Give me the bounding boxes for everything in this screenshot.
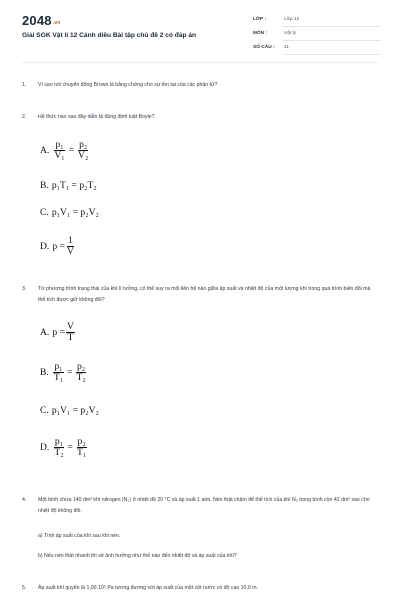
numerator: V	[66, 321, 74, 332]
header-divider	[22, 62, 378, 63]
option-label: B.	[40, 367, 49, 378]
numerator: p₂	[79, 139, 88, 150]
meta-value: Lớp 12	[284, 17, 300, 22]
denominator: T₂	[54, 447, 64, 458]
option-2c	[40, 207, 99, 218]
meta-key: SỐ CÂU :	[253, 45, 275, 50]
meta-value: 11	[284, 45, 289, 50]
numerator: p₁	[55, 139, 64, 150]
logo-text: 2048	[22, 13, 52, 28]
option-label: D.	[40, 241, 50, 252]
formula: p₁V₁ = p₂V₂	[51, 405, 99, 416]
meta-value: Vật lý	[284, 31, 296, 36]
denominator: T₂	[76, 372, 86, 383]
numerator: 1	[68, 235, 73, 246]
meta-row-subject	[253, 28, 381, 42]
fraction	[53, 362, 64, 383]
document-title: Giải SGK Vật lí 12 Cánh diều Bài tập chủ đề 2 có đáp án	[22, 32, 197, 39]
fraction	[66, 236, 75, 257]
logo-suffix: .vn	[52, 20, 61, 26]
site-logo[interactable]	[22, 13, 61, 28]
question-text: Hệ thức nào sau đây diễn tả đúng định luật Boyle?	[38, 114, 155, 120]
question-text: Vì sao nói chuyển động Brown là bằng chứng cho sự tồn tại của các phân tử?	[38, 82, 218, 88]
denominator: T₁	[76, 447, 87, 458]
numerator: p₂	[77, 436, 86, 447]
divider	[283, 54, 381, 55]
meta-key: MÔN :	[253, 31, 268, 36]
question-number: 4.	[22, 497, 27, 503]
fraction	[53, 140, 65, 161]
fraction	[53, 437, 64, 458]
option-2d	[40, 236, 76, 257]
denominator: V₁	[54, 150, 65, 161]
fraction	[75, 362, 86, 383]
operator: =	[68, 145, 75, 156]
option-3d	[40, 437, 88, 458]
option-label: C.	[40, 207, 49, 218]
option-label: C.	[40, 405, 49, 416]
fraction	[77, 140, 89, 161]
formula: p₁V₁ = p₂V₂	[51, 207, 99, 218]
question-4-part-b: b) Nếu nén thật nhanh thì sẽ ảnh hưởng như thế nào đến nhiệt độ và áp suất của khí?	[38, 553, 237, 559]
numerator: p₁	[54, 361, 63, 372]
fraction	[76, 437, 87, 458]
option-3a	[40, 322, 76, 343]
document-meta	[253, 14, 381, 56]
meta-row-class	[253, 14, 381, 28]
option-label: D.	[40, 442, 50, 453]
meta-key: LỚP :	[253, 17, 267, 22]
formula-prefix: p =	[52, 241, 65, 252]
question-text: Từ phương trình trạng thái của khí lí tưởng, có thể suy ra mối liên hệ nào giữa áp suất và nhiệt độ của một lượng khí trong quá trình biến đổi mà thể tích được giữ không đổi?	[38, 286, 371, 303]
denominator: V	[66, 246, 74, 257]
question-number: 1.	[22, 82, 27, 88]
question-text: Một bình chứa 140 dm³ khí nitrogen (N₂) ở nhiệt độ 20 °C và áp suất 1 atm. Nén thật chậm để thể tích của khí N₂ trong bình còn 42 dm³ sao cho nhiệt độ không đổi.	[38, 497, 370, 514]
question-text: Áp suất khí quyển là 1,00.10⁵ Pa tương đương với áp suất của một cột nước có độ cao 10,0 m.	[38, 585, 258, 591]
numerator: p₁	[54, 436, 64, 447]
option-label: A.	[40, 145, 50, 156]
option-3b	[40, 362, 88, 383]
denominator: V₂	[78, 150, 89, 161]
option-label: B.	[40, 180, 49, 191]
operator: =	[67, 367, 73, 378]
divider	[283, 40, 381, 41]
fraction	[66, 322, 75, 343]
question-number: 3.	[22, 286, 27, 292]
meta-row-count	[253, 42, 381, 56]
formula: p₁T₁ = p₂T₂	[51, 180, 97, 191]
divider	[283, 26, 381, 27]
page-header	[0, 0, 400, 66]
denominator: T	[67, 332, 74, 343]
option-2b	[40, 180, 97, 191]
formula-prefix: p =	[52, 327, 65, 338]
question-number: 5.	[22, 585, 27, 591]
numerator: p₂	[76, 361, 86, 372]
operator: =	[67, 442, 73, 453]
question-4-part-a: a) Tính áp suất của khí sau khi nén.	[38, 533, 121, 539]
option-3c	[40, 405, 99, 416]
denominator: T₁	[53, 372, 64, 383]
option-label: A.	[40, 327, 50, 338]
question-number: 2.	[22, 114, 27, 120]
option-2a	[40, 140, 90, 161]
